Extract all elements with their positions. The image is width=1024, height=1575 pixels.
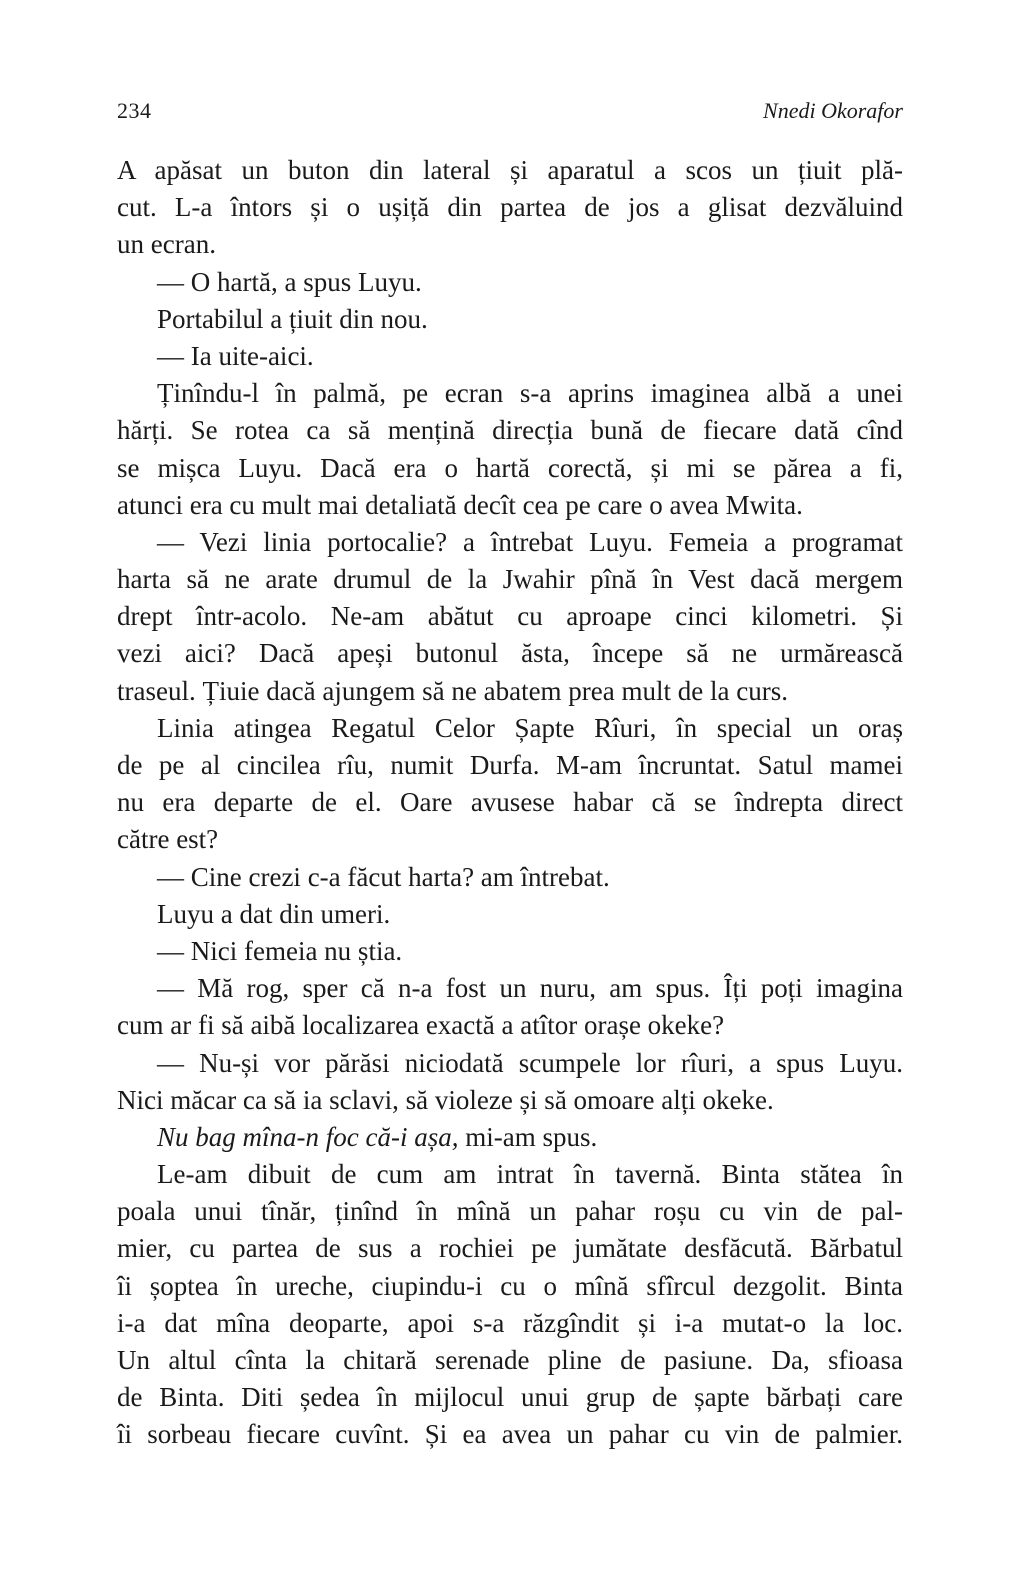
text-line: cum ar fi să aibă localizarea exactă a atîtor orașe okeke? [117,1010,725,1041]
text-line: drept într-acolo. Ne-am abătut cu aproape cinci kilometri. Și [117,601,903,632]
body-text [117,152,903,1454]
text-line: atunci era cu mult mai detaliată decît cea pe care o avea Mwita. [117,489,803,520]
text-line: îi sorbeau fiecare cuvînt. Și ea avea un pahar cu vin de palmier. [117,1419,903,1450]
page-header [117,98,903,128]
text-line: un ecran. [117,229,216,260]
text-line: nu era departe de el. Oare avusese habar că se îndrepta direct [117,787,903,818]
text-line: vezi aici? Dacă apeși butonul ăsta, începe să ne urmărească [117,638,903,669]
text-line: Nici măcar ca să ia sclavi, să violeze și să omoare alți okeke. [117,1084,774,1115]
text-line: harta să ne arate drumul de la Jwahir pînă în Vest dacă mergem [117,564,903,595]
dialogue-line: — Nu-și vor părăsi niciodată scumpele lor rîuri, a spus Luyu. [157,1047,903,1078]
italic-thought: Nu bag mîna-n foc că-i așa, [157,1121,459,1152]
text-line: se mișca Luyu. Dacă era o hartă corectă, și mi se părea a fi, [117,452,903,483]
dialogue-line: — O hartă, a spus Luyu. [157,266,422,297]
text-line: A apăsat un buton din lateral și aparatul a scos un țiuit plă- [117,155,903,185]
text-line: Linia atingea Regatul Celor Șapte Rîuri, în special un oraș [157,712,903,743]
text-line: Ținîndu-l în palmă, pe ecran s-a aprins imaginea albă a unei [157,378,903,409]
thought-attribution: mi-am spus. [458,1121,598,1152]
text-line: Luyu a dat din umeri. [157,898,391,929]
text-line: i-a dat mîna deoparte, apoi s-a răzgîndit și i-a mutat-o la loc. [117,1307,903,1338]
dialogue-line: — Vezi linia portocalie? a întrebat Luyu. Femeia a programat [157,526,903,557]
running-head-author: Nnedi Okorafor [763,98,903,123]
dialogue-line: — Cine crezi c-a făcut harta? am întrebat. [157,861,610,892]
text-line: de pe al cincilea rîu, numit Durfa. M-am încruntat. Satul mamei [117,750,903,780]
text-line: îi șoptea în ureche, ciupindu-i cu o mînă sfîrcul dezgolit. Binta [117,1270,903,1301]
dialogue-line: — Mă rog, sper că n-a fost un nuru, am spus. Îți poți imagina [157,973,903,1004]
text-line: hărți. Se rotea ca să mențină direcția bună de fiecare dată cînd [117,415,903,446]
text-line: de Binta. Diti ședea în mijlocul unui grup de șapte bărbați care [117,1382,903,1413]
text-line: Le-am dibuit de cum am intrat în tavernă. Binta stătea în [157,1159,903,1190]
text-line: traseul. Țiuie dacă ajungem să ne abatem prea mult de la curs. [117,675,788,706]
text-line: mier, cu partea de sus a rochiei pe jumătate desfăcută. Bărbatul [117,1233,903,1264]
text-line: către est? [117,824,219,855]
text-line: cut. L-a întors și o ușiță din partea de jos a glisat dezvăluind [117,192,903,223]
text-line: Portabilul a țiuit din nou. [157,303,428,334]
text-line: Un altul cînta la chitară serenade pline de pasiune. Da, sfioasa [117,1345,903,1375]
dialogue-line: — Nici femeia nu știa. [157,935,403,966]
thought-line [117,1119,903,1156]
dialogue-line: — Ia uite-aici. [157,340,314,371]
text-line: poala unui tînăr, ținînd în mînă un pahar roșu cu vin de pal- [117,1196,903,1227]
page-number: 234 [117,98,152,123]
